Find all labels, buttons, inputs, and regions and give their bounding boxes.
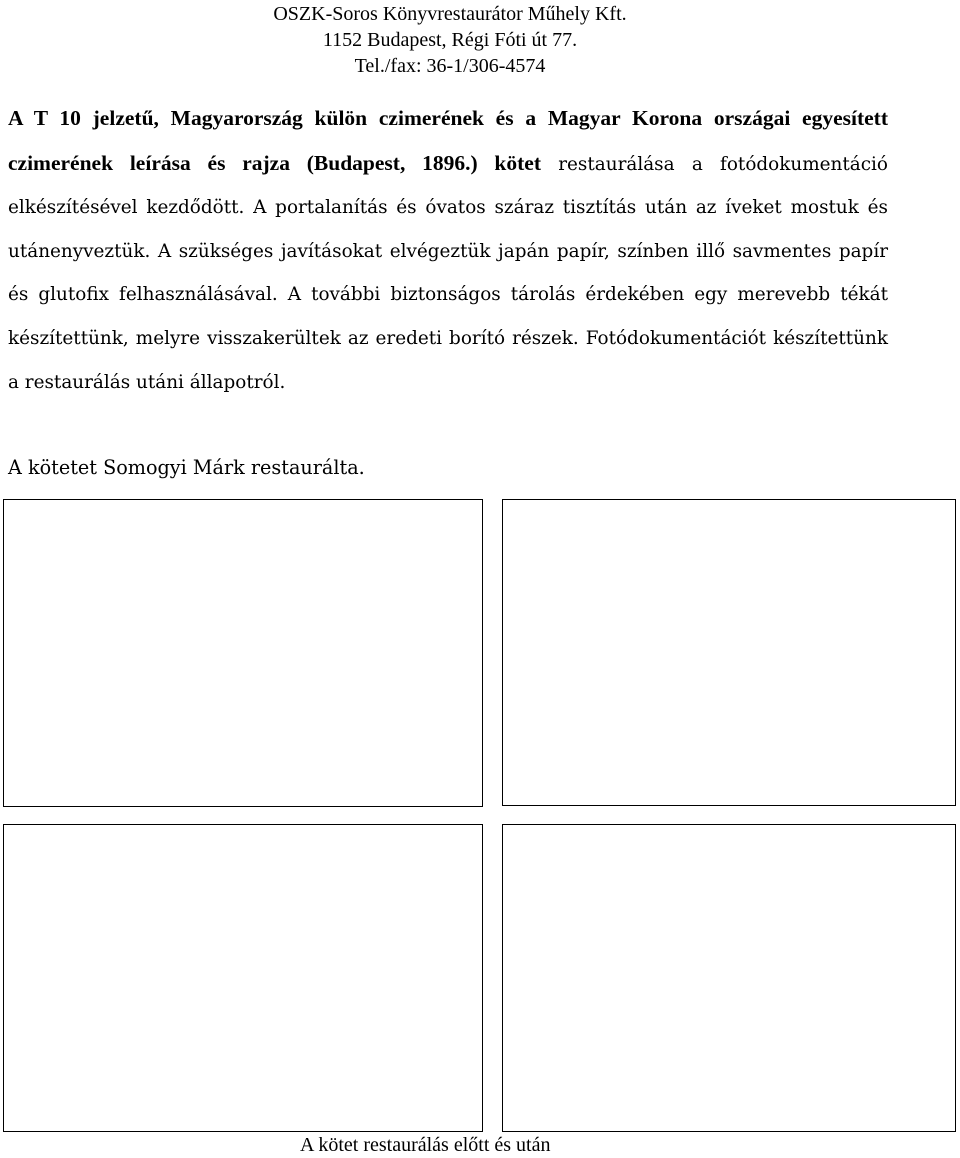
restorer-credit: A kötetet Somogyi Márk restaurálta. <box>8 456 365 479</box>
photos-caption: A kötet restaurálás előtt és után <box>300 1134 551 1156</box>
company-phone: Tel./fax: 36-1/306-4574 <box>354 55 546 77</box>
letterhead <box>0 0 900 79</box>
photo-after-2 <box>502 824 956 1132</box>
photo-after-1 <box>3 824 483 1132</box>
photo-before-2 <box>502 499 956 806</box>
report-title: A T 10 jelzetű, Magyarország külön czimerének és a Magyar Korona országai egyesített czimerének leírása és rajza (Budapest, 1896.) kötet <box>8 106 888 175</box>
report-body: restaurálása a fotódokumentáció elkészítésével kezdődött. A portalanítás és óvatos száraz tisztítás után az íveket mostuk és utánenyveztük. A szükséges javításokat elvégeztük japán papír, színben illő savmentes papír és glutofix felhasználásával. A további biztonságos tárolás érdekében egy merevebb tékát készítettünk, melyre visszakerültek az eredeti borító részek. Fotódokumentációt készítettünk a restaurálás utáni állapotról. <box>8 153 888 393</box>
report-paragraph <box>8 97 888 404</box>
company-address: 1152 Budapest, Régi Fóti út 77. <box>322 29 578 51</box>
company-name: OSZK-Soros Könyvrestaurátor Műhely Kft. <box>273 3 627 25</box>
photo-before-1 <box>3 499 483 807</box>
